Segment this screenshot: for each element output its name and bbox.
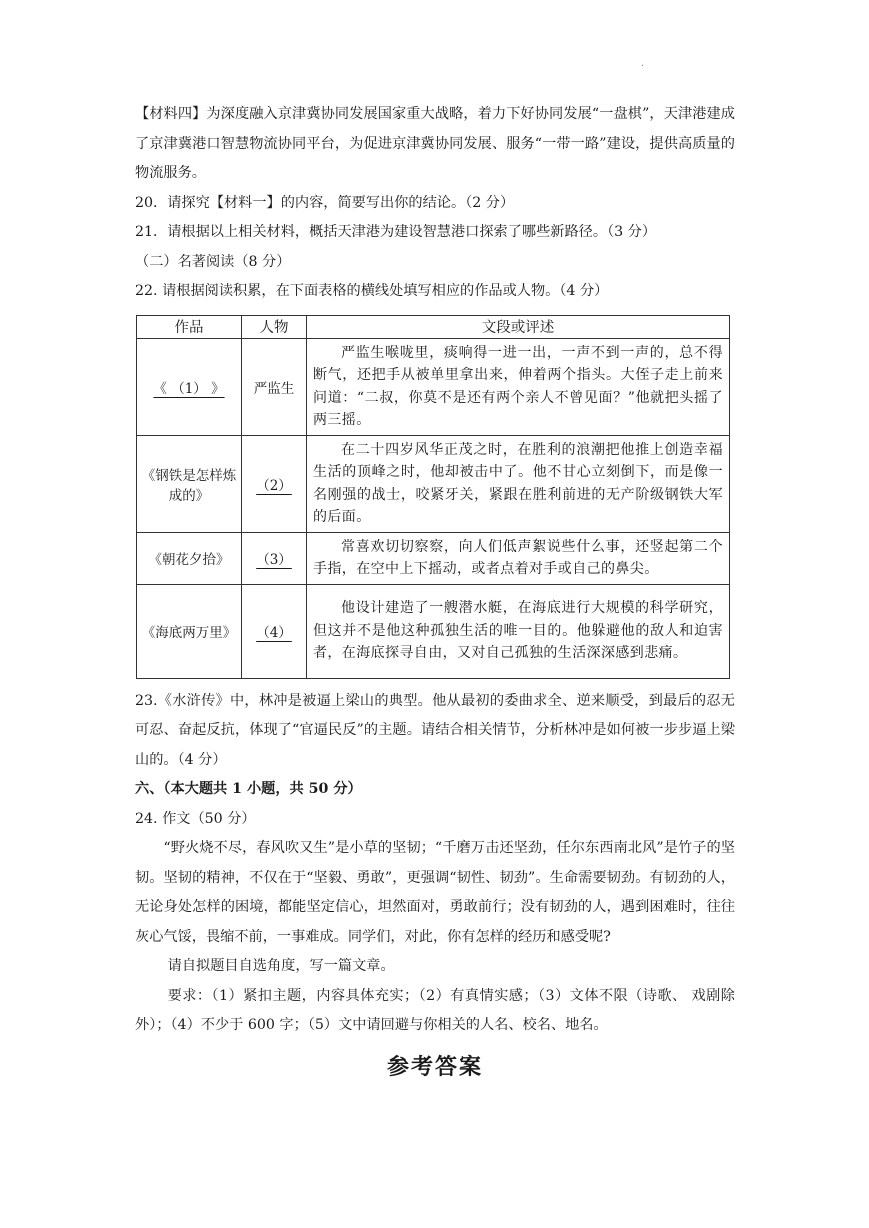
person-blank-2: （2） <box>256 477 292 494</box>
question-24: 24. 作文（50 分） <box>135 810 256 827</box>
document-page <box>135 100 735 1081</box>
passage-cell: 在二十四岁风华正茂之时，在胜利的浪潮把他推上创造幸福生活的顶峰之时，他却被击中了。他不甘心立刻倒下，而是像一名刚强的战士，咬紧牙关，紧跟在胜利前进的无产阶级钢铁大军的后面。 <box>307 435 730 532</box>
work-cell <box>137 338 242 435</box>
work-cell: 《海底两万里》 <box>137 584 242 678</box>
works-table <box>136 315 730 679</box>
table-row <box>137 435 730 532</box>
table-row <box>137 338 730 435</box>
person-cell <box>242 435 307 532</box>
passage-cell: 他设计建造了一艘潜水艇，在海底进行大规模的科学研究，但这并不是他这种孤独生活的唯一目的。他躲避他的敌人和迫害者，在海底探寻自由，又对自己孤独的生活深深感到悲痛。 <box>307 584 730 678</box>
material-four: 【材料四】为深度融入京津冀协同发展国家重大战略，着力下好协同发展“一盘棋”，天津港建成了京津冀港口智慧物流协同平台，为促进京津冀协同发展、服务“一带一路”建设，提供高质量的物流服务。 <box>135 106 735 181</box>
table-header-row <box>137 315 730 338</box>
question-22: 22. 请根据阅读积累，在下面表格的横线处填写相应的作品或人物。（4 分） <box>135 283 609 299</box>
question-23: 23.《水浒传》中，林冲是被逼上梁山的典型。他从最初的委曲求全、逆来顺受，到最后的忍无可忍、奋起反抗，体现了“官逼民反”的主题。请结合相关情节，分析林冲是如何被一步步逼上梁山的。（4 分） <box>135 692 735 768</box>
passage-cell: 严监生喉咙里，痰响得一进一出，一声不到一声的，总不得断气，还把手从被单里拿出来，伸着两个指头。大侄子走上前来问道：“二叔，你莫不是还有两个亲人不曾见面？”他就把头摇了两三摇。 <box>307 338 730 435</box>
person-blank-3: （3） <box>256 552 292 568</box>
person-cell <box>242 584 307 678</box>
work-cell: 《钢铁是怎样炼成的》 <box>137 435 242 532</box>
header-person: 人物 <box>242 315 307 338</box>
passage-cell: 常喜欢切切察察，向人们低声絮说些什么事，还竖起第二个手指，在空中上下摇动，或者点着对手或自己的鼻尖。 <box>307 532 730 584</box>
section-classic-reading: （二）名著阅读（8 分） <box>135 253 291 270</box>
person-blank-4: （4） <box>256 625 292 641</box>
essay-requirements: 要求：（1）紧扣主题，内容具体充实；（2）有真情实感；（3）文体不限（诗歌、 戏剧除外）；（4）不少于 600 字；（5）文中请回避与你相关的人名、校名、地名。 <box>135 987 735 1033</box>
table-row <box>137 584 730 678</box>
question-21: 21．请根据以上相关材料，概括天津港为建设智慧港口探索了哪些新路径。（3 分） <box>135 224 657 240</box>
header-text: 文段或评述 <box>307 315 730 338</box>
corner-mark: . <box>641 58 645 69</box>
work-blank-1: 《 （1） 》 <box>153 380 225 397</box>
section-six-heading: 六、（本大题共 1 小题，共 50 分） <box>135 781 362 797</box>
essay-prompt: “野火烧不尽，春风吹又生”是小草的坚韧；“千磨万击还坚劲，任尔东西南北风”是竹子的坚韧。坚韧的精神，不仅在于“坚毅、勇敢”，更强调“韧性、韧劲”。生命需要韧劲。有韧劲的人，无论身处怎样的困境，都能坚定信心，坦然面对，勇敢前行；没有韧劲的人，遇到困难时，往往灰心气馁，畏缩不前，一事难成。同学们，对此，你有怎样的经历和感受呢? <box>135 840 735 945</box>
header-work: 作品 <box>137 315 242 338</box>
essay-instruction: 请自拟题目自选角度，写一篇文章。 <box>167 958 395 974</box>
work-cell: 《朝花夕拾》 <box>137 532 242 584</box>
person-cell: 严监生 <box>242 338 307 435</box>
answer-title: 参考答案 <box>386 1054 483 1080</box>
question-20: 20．请探究【材料一】的内容，简要写出你的结论。（2 分） <box>135 194 515 211</box>
person-cell <box>242 532 307 584</box>
table-row <box>137 532 730 584</box>
